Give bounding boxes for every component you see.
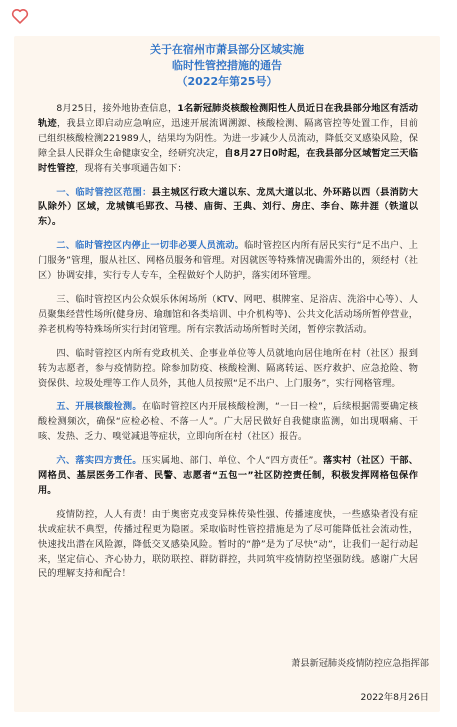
closing-paragraph: 疫情防控，人人有责！由于奥密克戎变异株传染性强、传播速度快，一些感染者没有症状或症状不典型，传播过程更为隐匿。采取临时性管控措施是为了尽可能降低社会流动性，快速找出潜在风险源，降低交叉感染风险。暂时的“静”是为了尽快“动”，让我们一起行动起来，坚定信心、齐心协力，联防联控、群防群控，共同筑牢疫情防控坚强防线。感谢广大居民的理解支持和配合！: [38, 508, 418, 580]
notice-title: [14, 42, 440, 90]
title-line-3: （2022年第25号）: [176, 75, 278, 88]
section-3: 三、临时管控区内公众娱乐休闲场所（KTV、网吧、棋牌室、足浴店、洗浴中心等）、人员聚集经营性场所(健身房、瑜珈馆和各类培训、中介机构等)、公共文化活动场所暂停营业，养老机构等特殊场所实行封闭管理。所有宗教活动场所暂时关闭，暂停宗教活动。: [38, 293, 418, 335]
intro-paragraph: 8月25日，接外地协查信息，1名新冠肺炎核酸检测阳性人员近日在我县部分地区有活动轨迹，我县立即启动应急响应，迅速开展流调溯源、核酸检测、隔离管控等处置工作，目前已组织核酸检测221989人，结果均为阴性。为进一步减少人员流动，降低交叉感染风险，保障全县人民群众生命健康安全，经研究决定，自8月27日0时起，在我县部分区域暂定三天临时性管控，现将有关事项通告如下：: [38, 103, 418, 174]
section-4: 四、临时管控区内所有党政机关、企事业单位等人员就地向居住地所在村（社区）报到转为志愿者，参与疫情防控。除参加防疫、核酸检测、隔离转运、医疗救护、应急抢险、物资保供、垃圾处理等工作人员外，其他人员按照“足不出户、上门服务”，实行网格管理。: [38, 347, 418, 389]
section-6: 六、落实四方责任。压实属地、部门、单位、个人“四方责任”。落实村（社区）干部、网格员、基层医务工作者、民警、志愿者“五包一”社区防控责任制，积极发挥网格包保作用。: [38, 455, 418, 496]
section-1: 一、临时管控区范围：县主城区行政大道以东、龙凤大道以北、外环路以西（县消防大队除外）区域，龙城镇毛郢孜、马楼、庙街、王典、刘行、房庄、李台、陈井涯（铁道以东）。: [38, 186, 418, 228]
notice-body: [38, 102, 418, 591]
title-line-2: 临时性管控措施的通告: [172, 59, 282, 72]
section-2: 二、临时管控区内停止一切非必要人员流动。临时管控区内所有居民实行“足不出户、上门服务”管理，服从社区、网格员服务和管理。对因就医等特殊情况确需外出的，须经村（社区）协调安排，实行专人专车，全程做好个人防护，落实闭环管理。: [38, 240, 418, 282]
title-line-1: 关于在宿州市萧县部分区域实施: [150, 43, 304, 56]
issue-date: 2022年8月26日: [360, 692, 429, 703]
section-5: 五、开展核酸检测。在临时管控区内开展核酸检测，“一日一检”，后续根据需要确定核酸检测频次，确保“应检必检、不落一人”。广大居民做好自我健康监测，如出现咽痛、干咳、发热、乏力、嗅觉减退等症状，立即向所在村（社区）报告。: [38, 401, 418, 443]
signature: 萧县新冠肺炎疫情防控应急指挥部: [291, 658, 429, 669]
heart-outline-icon[interactable]: [11, 8, 29, 24]
top-bar: [0, 0, 457, 34]
